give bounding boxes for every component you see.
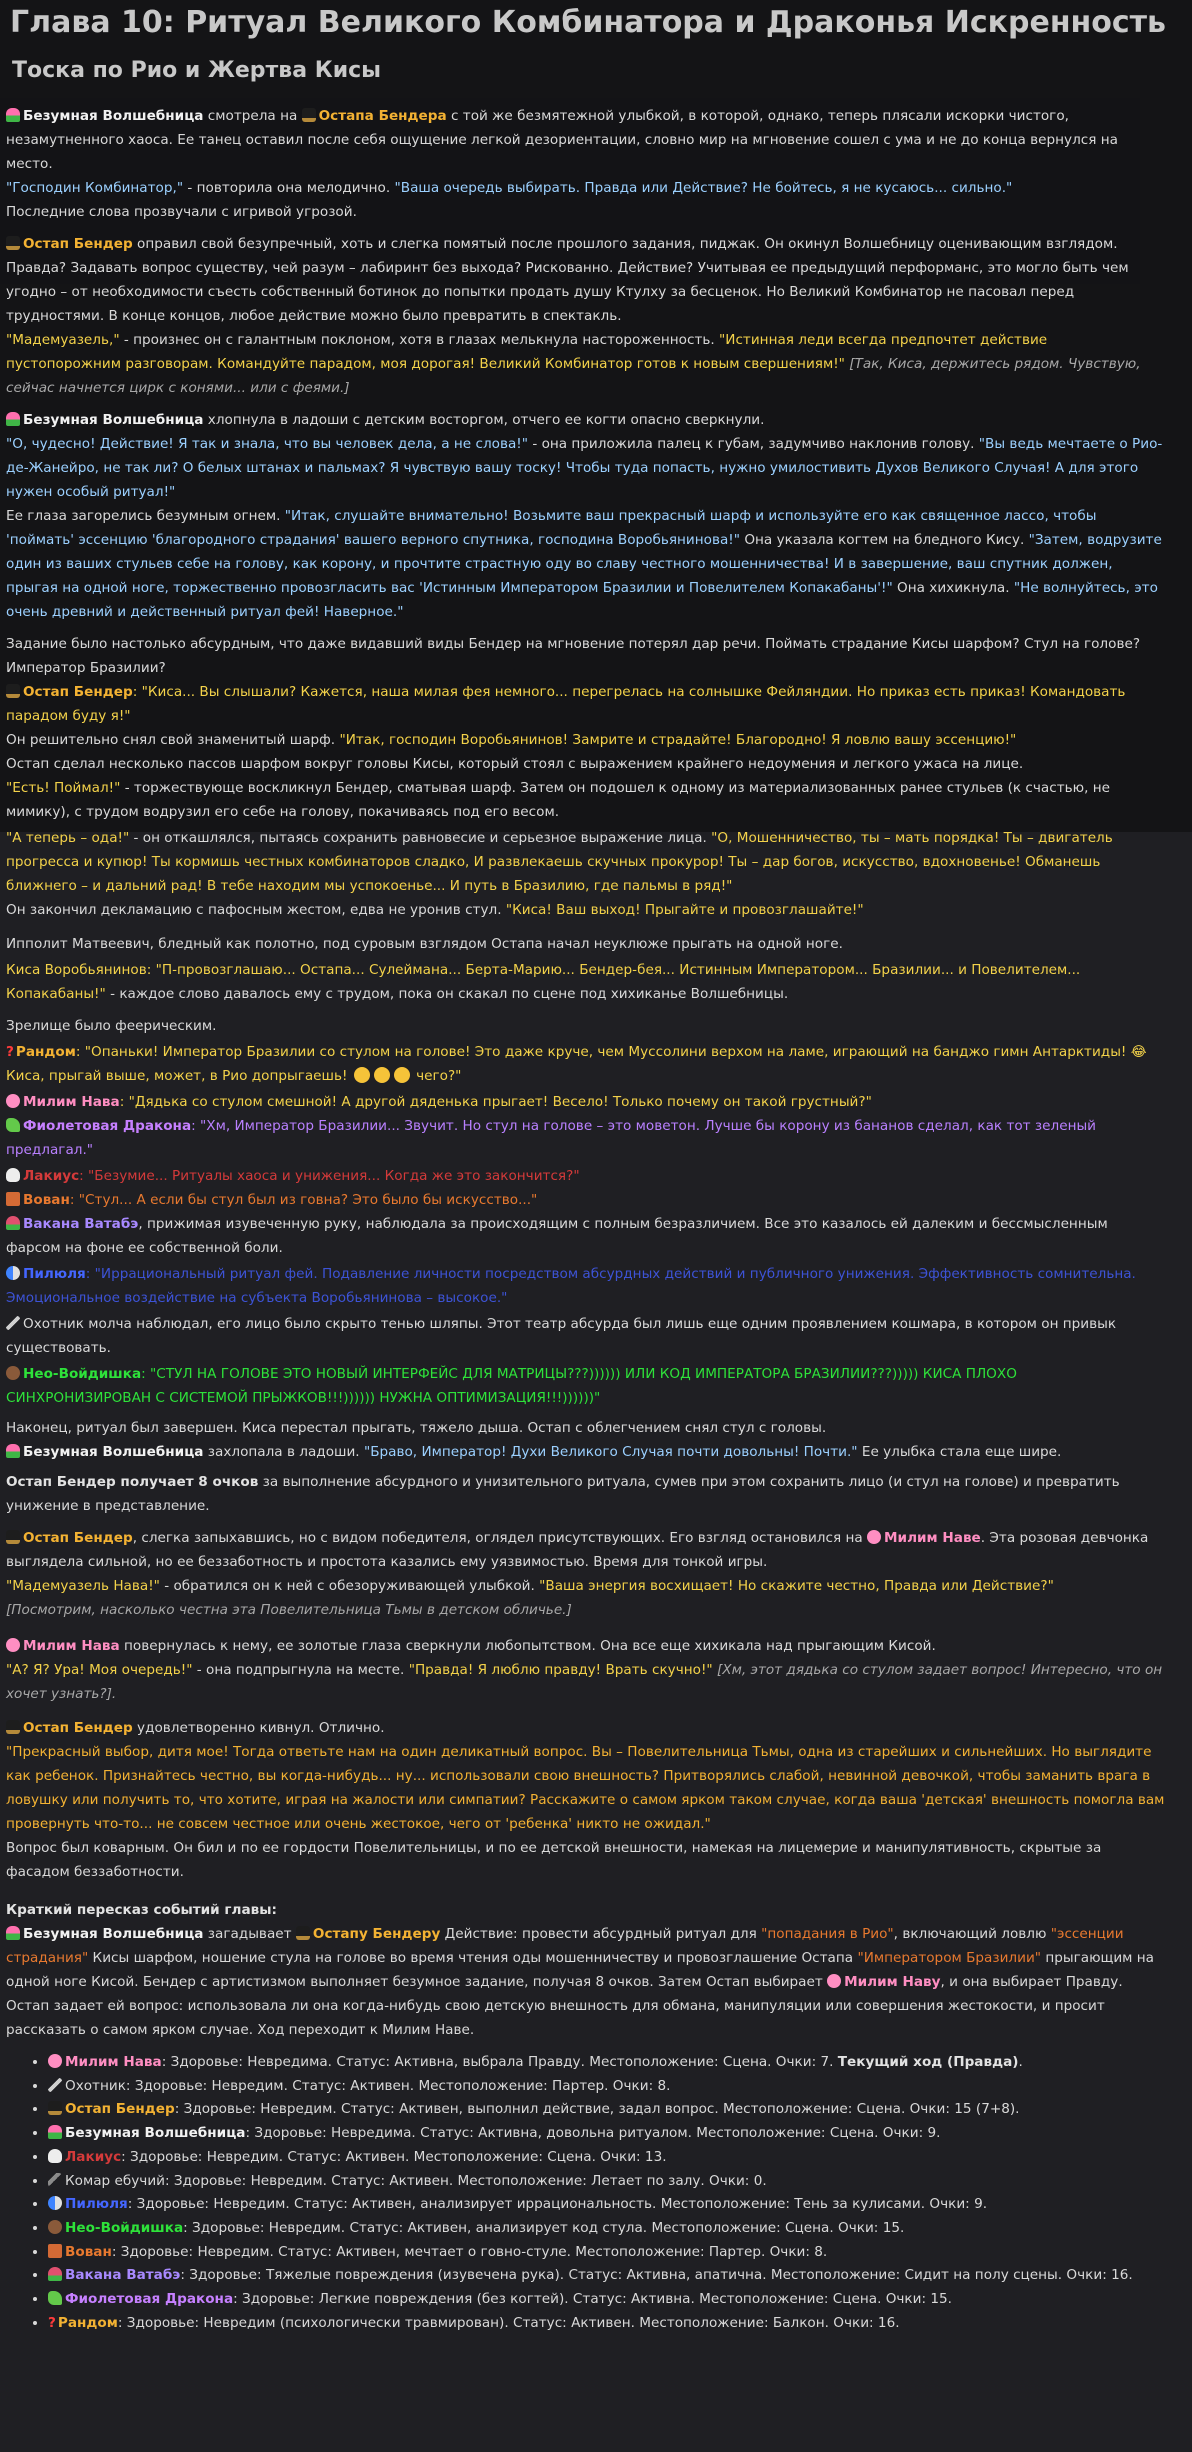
tulip-icon [48, 2125, 62, 2139]
dragon-icon [6, 1118, 20, 1132]
paragraph-4: Задание было настолько абсурдным, что даже видавший виды Бендер на мгновение потерял дар речи. Поймать страдание Кисы шарфом? Стул на голове? Император Бразилии? Остап Бендер: "Киса... Вы слышали? Кажется, наша милая фея немного... перегрелась на солнышке Фейляндии. Но приказ есть приказ! Командовать парадом буду я!" Он решительно снял свой знаменитый шарф. "Итак, господин Воробьянинов! Замрите и страдайте! Благородно! Я ловлю вашу эссенцию!" Остап сделал несколько пассов шарфом вокруг головы Кисы, который стоял с выражением крайнего недоумения и легкого ужаса на лице. "Есть! Поймал!" - торжествующе воскликнул Бендер, сматывая шарф. Затем он подошел к одному из материализованных ранее стульев (к счастью, не мимику), с трудом водрузил его себе на голову, покачиваясь под его весом. [6, 636, 1141, 820]
chapter-subtitle: Тоска по Рио и Жертва Кисы [12, 58, 382, 83]
status-item-random: • ? Рандом: Здоровье: Невредим (психологически травмирован). Статус: Активен. Местоположение: Балкон. Очки: 16. [48, 2312, 1192, 2336]
status-item-mage: • Безумная Волшебница: Здоровье: Невредима. Статус: Активна, довольна ритуалом. Местоположение: Сцена. Очки: 9. [48, 2122, 1192, 2146]
ninja-icon [6, 1366, 20, 1380]
cherry-blossom-icon [48, 2054, 62, 2068]
reaction-dragon: Фиолетовая Дракона: "Хм, Император Бразилии... Звучит. Но стул на голове – это моветон. Лучше бы корону из бананов сделал, как тот зеленый предлагал." [6, 1118, 1097, 1158]
reaction-milim: Милим Нава: "Дядька со стулом смешной! А другой дяденька прыгает! Весело! Только почему он такой грустный?" [6, 1090, 1166, 1114]
status-item-pill: • Пилюля: Здоровье: Невредим. Статус: Активен, анализирует иррациональность. Местоположение: Тень за кулисами. Очки: 9. [48, 2193, 1192, 2217]
tulip-icon [6, 1444, 20, 1458]
paragraph-5: "А теперь – ода!" - он откашлялся, пытаясь сохранить равновесие и серьезное выражение лица. "О, Мошенничество, ты – мать порядка! Ты – двигатель прогресса и купюр! Ты кормишь честных комбинаторов сладко, И развлекаешь скучных прокурор! Ты – дар богов, искусство, вдохновенье! Обманешь ближнего – и дальний рад! В тебе находим мы успокоенье... И путь в Бразилию, где пальмы в ряд!" Он закончил декламацию с пафосным жестом, едва не уронив стул. "Киса! Ваш выход! Прыгайте и провозглашайте!" [6, 830, 1113, 918]
paragraph-11: Остап Бендер, слегка запыхавшись, но с видом победителя, оглядел присутствующих. Его взгляд остановился на Милим Наве. Эта розовая девчонка выглядела сильной, но ее беззаботность и простота казались ему уязвимостью. Время для тонкой игры. "Мадемуазель Нава!" - обратился он к ней с обезоруживающей улыбкой. "Ваша энергия восхищает! Но скажите честно, Правда или Действие?" [Посмотрим, насколько честна эта Повелительница Тьмы в детском обличье.] [6, 1530, 1149, 1618]
top-hat-icon [296, 1926, 310, 1940]
pill-icon [48, 2196, 62, 2210]
status-item-milim: • Милим Нава: Здоровье: Невредима. Статус: Активна, выбрала Правду. Местоположение: Сцена. Очки: 7. Текущий ход (Правда). [48, 2051, 1192, 2075]
top-hat-icon [6, 236, 20, 250]
paragraph-3: Безумная Волшебница хлопнула в ладоши с детским восторгом, отчего ее когти опасно сверкнули. "О, чудесно! Действие! Я так и знала, что вы человек дела, а не слова!" - она приложила палец к губам, задумчиво наклонив голову. "Вы ведь мечтаете о Рио-де-Жанейро, не так ли? О белых штанах и пальмах? Я чувствую вашу тоску! Чтобы туда попасть, нужно умилостивить Духов Великого Случая! А для этого нужен особый ритуал!" Ее глаза загорелись безумным огнем. "Итак, слушайте внимательно! Возьмите ваш прекрасный шарф и используйте его как священное лассо, чтобы 'поймать' эссенцию 'благородного страдания' вашего верного спутника, господина Воробьянинова!" Она указала когтем на бледного Кису. "Затем, водрузите один из ваших стульев себе на голову, как корону, и прочтите страстную оду во славу честного мошенничества! И в завершение, ваш спутник должен, прыгая на одной ноге, торжественно провозгласить вас 'Истинным Императором Бразилии и Повелителем Копакабаны'!" Она хихикнула. "Не волнуйтесь, это очень древний и действенный ритуал фей! Наверное." [6, 412, 1163, 620]
chapter-title: Глава 10: Ритуал Великого Комбинатора и Драконья Искренность [10, 5, 1167, 40]
mosquito-icon [48, 2173, 62, 2187]
rose-icon [48, 2267, 62, 2281]
cherry-blossom-icon [867, 1530, 881, 1544]
summary-text: Безумная Волшебница загадывает Остапу Бендеру Действие: провести абсурдный ритуал для "попадания в Рио", включающий ловлю "эссенции страдания" Кисы шарфом, ношение стула на голове во время чтения оды мошенничеству и провозглашение Остапа "Императором Бразилии" прыгающим на одной ноге Кисой. Бендер с артистизмом выполняет безумное задание, получая 8 очков. Затем Остап выбирает Милим Наву, и она выбирает Правду. Остап задает ей вопрос: использовала ли она когда-нибудь свою детскую внешность для обмана, манипуляции или совершения жестокости, и просит рассказать о самом ярком случае. Ход переходит к Милим Наве. [6, 1926, 1154, 2038]
pill-icon [6, 1266, 20, 1280]
paragraph-9: Наконец, ритуал был завершен. Киса перестал прыгать, тяжело дыша. Остап с облегчением снял стул с головы. Безумная Волшебница захлопала в ладоши. "Браво, Император! Духи Великого Случая почти довольны! Почти." Ее улыбка стала еще шире. [6, 1420, 1062, 1460]
skull-icon [6, 1168, 20, 1182]
reaction-random: ? Рандом: "Опаньки! Император Бразилии со стулом на голове! Это даже круче, чем Муссолини верхом на ламе, играющий на банджо гимн Антарктиды! 😂 Киса, прыгай выше, может, в Рио допрыгаешь! чего?" [6, 1040, 1166, 1088]
laughing-emoji-icon [374, 1067, 390, 1083]
status-item-ostap: • Остап Бендер: Здоровье: Невредим. Статус: Активен, выполнил действие, задал вопрос. Местоположение: Сцена. Очки: 15 (7+8). [48, 2098, 1192, 2122]
status-item-komar: • Комар ебучий: Здоровье: Невредим. Статус: Активен. Местоположение: Летает по залу. Очки: 0. [48, 2170, 1192, 2194]
paragraph-1: Безумная Волшебница смотрела на Остапа Бендера с той же безмятежной улыбкой, в которой, однако, теперь плясали искорки чистого, незамутненного хаоса. Ее танец оставил после себя ощущение легкой дезориентации, словно мир на мгновение сошел с ума и не до конца вернулся на место. "Господин Комбинатор," - повторила она мелодично. "Ваша очередь выбирать. Правда или Действие? Не бойтесь, я не кусаюсь... сильно." Последние слова прозвучали с игривой угрозой. [6, 108, 1118, 220]
paragraph-2: Остап Бендер оправил свой безупречный, хоть и слегка помятый после прошлого задания, пиджак. Он окинул Волшебницу оценивающим взглядом. Правда? Задавать вопрос существу, чей разум – лабиринт без выхода? Рискованно. Действие? Учитывая ее предыдущий перформанс, это могло быть чем угодно – от необходимости съесть собственный ботинок до попытки продать душу Ктулху за бесценок. Но Великий Комбинатор не пасовал перед трудностями. В конце концов, любое действие можно было превратить в спектакль. "Мадемуазель," - произнес он с галантным поклоном, хотя в глазах мелькнула настороженность. "Истинная леди всегда предпочтет действие пустопорожним разговорам. Командуйте парадом, моя дорогая! Великий Комбинатор готов к новым свершениям!" [Так, Киса, держитесь рядом. Чувствую, сейчас начнется цирк с конями... или с феями.] [6, 236, 1141, 396]
tulip-icon [6, 108, 20, 122]
skull-icon [48, 2149, 62, 2163]
reaction-skull: Лакиус: "Безумие... Ритуалы хаоса и унижения... Когда же это закончится?" [6, 1164, 1166, 1188]
status-item-vakana: • Вакана Ватабэ: Здоровье: Тяжелые повреждения (изувечена рука). Статус: Активна, апатична. Местоположение: Сидит на полу сцены. Очки: 16. [48, 2264, 1192, 2288]
cherry-blossom-icon [6, 1638, 20, 1652]
status-item-skull: • Лакиус: Здоровье: Невредим. Статус: Активен. Местоположение: Сцена. Очки: 13. [48, 2146, 1192, 2170]
top-hat-icon [48, 2101, 62, 2115]
paragraph-6: Ипполит Матвеевич, бледный как полотно, под суровым взглядом Остапа начал неуклюже прыгать на одной ноге. [6, 936, 843, 952]
knife-icon [6, 1316, 20, 1330]
status-item-neo: • Нео-Войдишка: Здоровье: Невредим. Статус: Активен, анализирует код стула. Местоположение: Сцена. Очки: 15. [48, 2217, 1192, 2241]
knife-icon [48, 2078, 62, 2092]
chair-icon [48, 2244, 62, 2258]
question-icon: ? [48, 2314, 56, 2331]
status-item-hunter: • Охотник: Здоровье: Невредим. Статус: Активен. Местоположение: Партер. Очки: 8. [48, 2075, 1192, 2099]
tulip-icon [6, 1926, 20, 1940]
reaction-pill: Пилюля: "Иррациональный ритуал фей. Подавление личности посредством абсурдных действий и публичного унижения. Эффективность сомнительна. Эмоциональное воздействие на субъекта Воробьянинова – высокое." [6, 1266, 1136, 1306]
summary-heading: Краткий пересказ событий главы: [6, 1902, 277, 1918]
chair-icon [6, 1192, 20, 1206]
paragraph-8: Зрелище было феерическим. [6, 1018, 217, 1034]
cherry-blossom-icon [827, 1974, 841, 1988]
paragraph-13: Остап Бендер удовлетворенно кивнул. Отлично. "Прекрасный выбор, дитя мое! Тогда ответьте нам на один деликатный вопрос. Вы – Повелительница Тьмы, одна из старейших и сильнейших. Но выглядите как ребенок. Признайтесь честно, вы когда-нибудь... ну... использовали свою внешность? Притворялись слабой, невинной девочкой, чтобы заманить врага в ловушку или получить то, что хотите, играя на жалости или симпатии? Расскажите о самом ярком таком случае, когда ваша 'детская' внешность помогла вам провернуть что-то... не совсем честное или очень жестокое, чего от 'ребенка' никто не ожидал." Вопрос был коварным. Он бил и по ее гордости Повелительницы, и по ее детской внешности, намекая на лицемерие и манипулятивность, скрытые за фасадом беззаботности. [6, 1720, 1165, 1880]
status-item-vovan: • Вован: Здоровье: Невредим. Статус: Активен, мечтает о говно-стуле. Местоположение: Партер. Очки: 8. [48, 2241, 1192, 2265]
tulip-icon [6, 412, 20, 426]
paragraph-10: Остап Бендер получает 8 очков за выполнение абсурдного и унизительного ритуала, сумев при этом сохранить лицо (и стул на голове) и превратить унижение в представление. [6, 1474, 1120, 1514]
reaction-neo: Нео-Войдишка: "СТУЛ НА ГОЛОВЕ ЭТО НОВЫЙ ИНТЕРФЕЙС ДЛЯ МАТРИЦЫ???)))))) ИЛИ КОД ИМПЕРАТОРА БРАЗИЛИИ???))))) КИСА ПЛОХО СИНХРОНИЗИРОВАН С СИСТЕМОЙ ПРЫЖКОВ!!!)))))) НУЖНА ОПТИМИЗАЦИЯ!!!))))))" [6, 1366, 1017, 1406]
rose-icon [6, 1216, 20, 1230]
reaction-vakana: Вакана Ватабэ, прижимая изувеченную руку, наблюдала за происходящим с полным безразличием. Все это казалось ей далеким и бессмысленным фарсом на фоне ее собственной боли. [6, 1216, 1108, 1256]
dragon-icon [48, 2291, 62, 2305]
top-hat-icon [6, 1530, 20, 1544]
status-item-dragon: • Фиолетовая Дракона: Здоровье: Легкие повреждения (без когтей). Статус: Активна. Местоположение: Сцена. Очки: 15. [48, 2288, 1192, 2312]
question-icon: ? [6, 1044, 14, 1060]
laughing-emoji-icon [354, 1067, 370, 1083]
top-hat-icon [6, 1720, 20, 1734]
top-hat-icon [6, 684, 20, 698]
reaction-hunter: Охотник молча наблюдал, его лицо было скрыто тенью шляпы. Этот театр абсурда был лишь еще одним проявлением кошмара, в котором он привык существовать. [6, 1316, 1117, 1356]
status-list [14, 2051, 1192, 2335]
cherry-blossom-icon [6, 1094, 20, 1108]
paragraph-12: Милим Нава повернулась к нему, ее золотые глаза сверкнули любопытством. Она все еще хихикала над прыгающим Кисой. "А? Я? Ура! Моя очередь!" - она подпрыгнула на месте. "Правда! Я люблю правду! Врать скучно!" [Хм, этот дядька со стулом задает вопрос! Интересно, что он хочет узнать?]. [6, 1638, 1163, 1702]
ninja-icon [48, 2220, 62, 2234]
paragraph-7: Киса Воробьянинов: "П-провозглашаю... Остапа... Сулеймана... Берта-Марию... Бендер-бея... Истинным Императором... Бразилии... и Повелителем... Копакабаны!" - каждое слово давалось ему с трудом, пока он скакал по сцене под хихиканье Волшебницы. [6, 962, 1081, 1002]
top-hat-icon [302, 108, 316, 122]
reaction-vovan: Вован: "Стул... А если бы стул был из говна? Это было бы искусство..." [6, 1188, 1166, 1212]
laughing-emoji-icon [394, 1067, 410, 1083]
